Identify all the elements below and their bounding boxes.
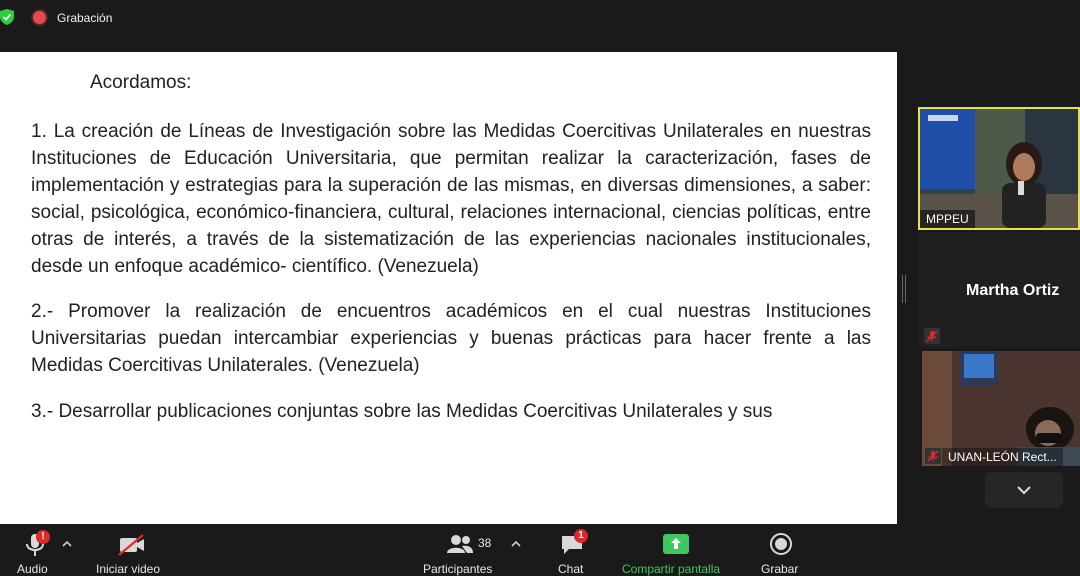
participant-video-tile[interactable] [918,107,1080,230]
participants-button[interactable] [420,524,502,576]
share-screen-button[interactable] [620,524,734,576]
muted-microphone-icon [925,448,941,464]
share-screen-icon [663,534,689,554]
chevron-down-icon [1016,482,1032,498]
start-video-label: Iniciar video [96,562,161,576]
chat-button[interactable] [552,524,592,576]
scroll-down-button[interactable] [985,472,1063,508]
recording-indicator-icon [33,11,46,24]
participants-count: 38 [478,536,492,550]
meeting-top-bar [0,0,1080,36]
document-heading: Acordamos: [90,72,192,93]
audio-label: Audio [17,562,48,576]
audio-options-chevron-up-icon[interactable] [61,538,73,550]
participant-video-tile[interactable] [922,351,1080,466]
chat-label: Chat [558,562,584,576]
video-off-icon [118,534,146,556]
document-paragraph: 1. La creación de Líneas de Investigación sobre las Medidas Coercitivas Unilaterales en nuestras Instituciones de Educación Universitaria, que permitan realizar la caracterización, fases de implementación y estrategias para la superación de las mismas, en diversas dimensiones, a saber: social, psicológica, económico-financiera, cultural, relaciones internacional, ciencias políticas, entre otras de interés, a través de la sistematización de las experiencias nacionales institucionales, desde un enfoque académico- científico. (Venezuela) [31,121,871,277]
panel-resize-handle[interactable] [902,275,906,303]
muted-microphone-icon [924,328,940,344]
meeting-toolbar [0,524,1080,576]
audio-alert-badge: ! [36,530,50,544]
record-icon [769,532,793,556]
participants-options-chevron-up-icon[interactable] [510,538,522,550]
participant-name: UNAN-LEÓN Rect... [942,448,1063,466]
participant-name: Martha Ortiz [966,282,1060,299]
document-paragraph: 3.- Desarrollar publicaciones conjuntas sobre las Medidas Coercitivas Unilaterales y sus [31,401,773,422]
chat-unread-badge: 1 [574,529,588,543]
record-label: Grabar [761,562,799,576]
participant-tile-no-video[interactable] [918,232,1080,347]
participants-icon [446,534,474,554]
audio-button[interactable] [10,524,60,576]
share-screen-label: Compartir pantalla [622,562,721,576]
start-video-button[interactable] [94,524,174,576]
security-shield-icon[interactable] [0,9,14,25]
recording-label: Grabación [57,11,113,25]
record-button[interactable] [758,524,804,576]
document-paragraph: 2.- Promover la realización de encuentros académicos en el cual nuestras Instituciones Universitarias puedan intercambiar experiencias y buenas prácticas para hacer frente a las Medidas Coercitivas Unilaterales. (Venezuela) [31,301,871,376]
shared-screen [0,52,897,524]
participants-label: Participantes [423,562,493,576]
participant-name: MPPEU [920,210,975,228]
